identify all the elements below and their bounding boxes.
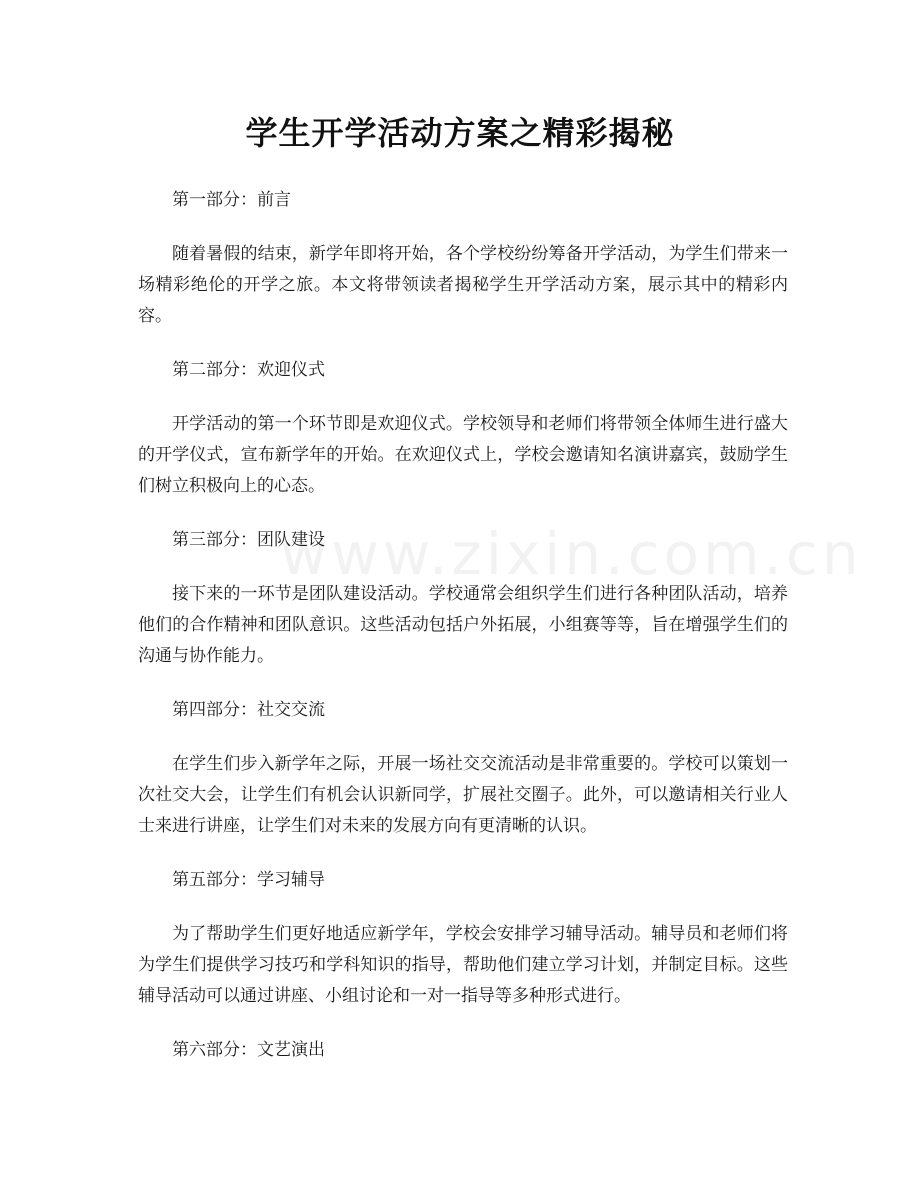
section-heading-6: 第六部分：文艺演出	[172, 1040, 325, 1060]
section-paragraph-5: 为了帮助学生们更好地适应新学年，学校会安排学习辅导活动。辅导员和老师们将为学生们提供学习技巧和学科知识的指导，帮助他们建立学习计划，并制定目标。这些辅导活动可以通过讲座、小组讨论和一对一指导等多种形式进行。	[138, 924, 788, 1006]
section-paragraph-4: 在学生们步入新学年之际，开展一场社交交流活动是非常重要的。学校可以策划一次社交大会，让学生们有机会认识新同学，扩展社交圈子。此外，可以邀请相关行业人士来进行讲座，让学生们对未来的发展方向有更清晰的认识。	[138, 754, 788, 836]
section-heading-1: 第一部分：前言	[172, 190, 291, 210]
section-heading-5: 第五部分：学习辅导	[172, 870, 325, 890]
section-paragraph-2: 开学活动的第一个环节即是欢迎仪式。学校领导和老师们将带领全体师生进行盛大的开学仪式，宣布新学年的开始。在欢迎仪式上，学校会邀请知名演讲嘉宾，鼓励学生们树立积极向上的心态。	[138, 414, 788, 496]
document-title: 学生开学活动方案之精彩揭秘	[245, 114, 675, 152]
section-paragraph-3: 接下来的一环节是团队建设活动。学校通常会组织学生们进行各种团队活动，培养他们的合作精神和团队意识。这些活动包括户外拓展，小组赛等等，旨在增强学生们的沟通与协作能力。	[138, 584, 788, 666]
section-heading-4: 第四部分：社交交流	[172, 700, 325, 720]
watermark: www.zixin.com.cn	[280, 520, 863, 588]
section-heading-3: 第三部分：团队建设	[172, 530, 325, 550]
section-heading-2: 第二部分：欢迎仪式	[172, 360, 325, 380]
section-paragraph-1: 随着暑假的结束，新学年即将开始，各个学校纷纷筹备开学活动，为学生们带来一场精彩绝伦的开学之旅。本文将带领读者揭秘学生开学活动方案，展示其中的精彩内容。	[138, 244, 788, 326]
document-body	[138, 185, 788, 1089]
